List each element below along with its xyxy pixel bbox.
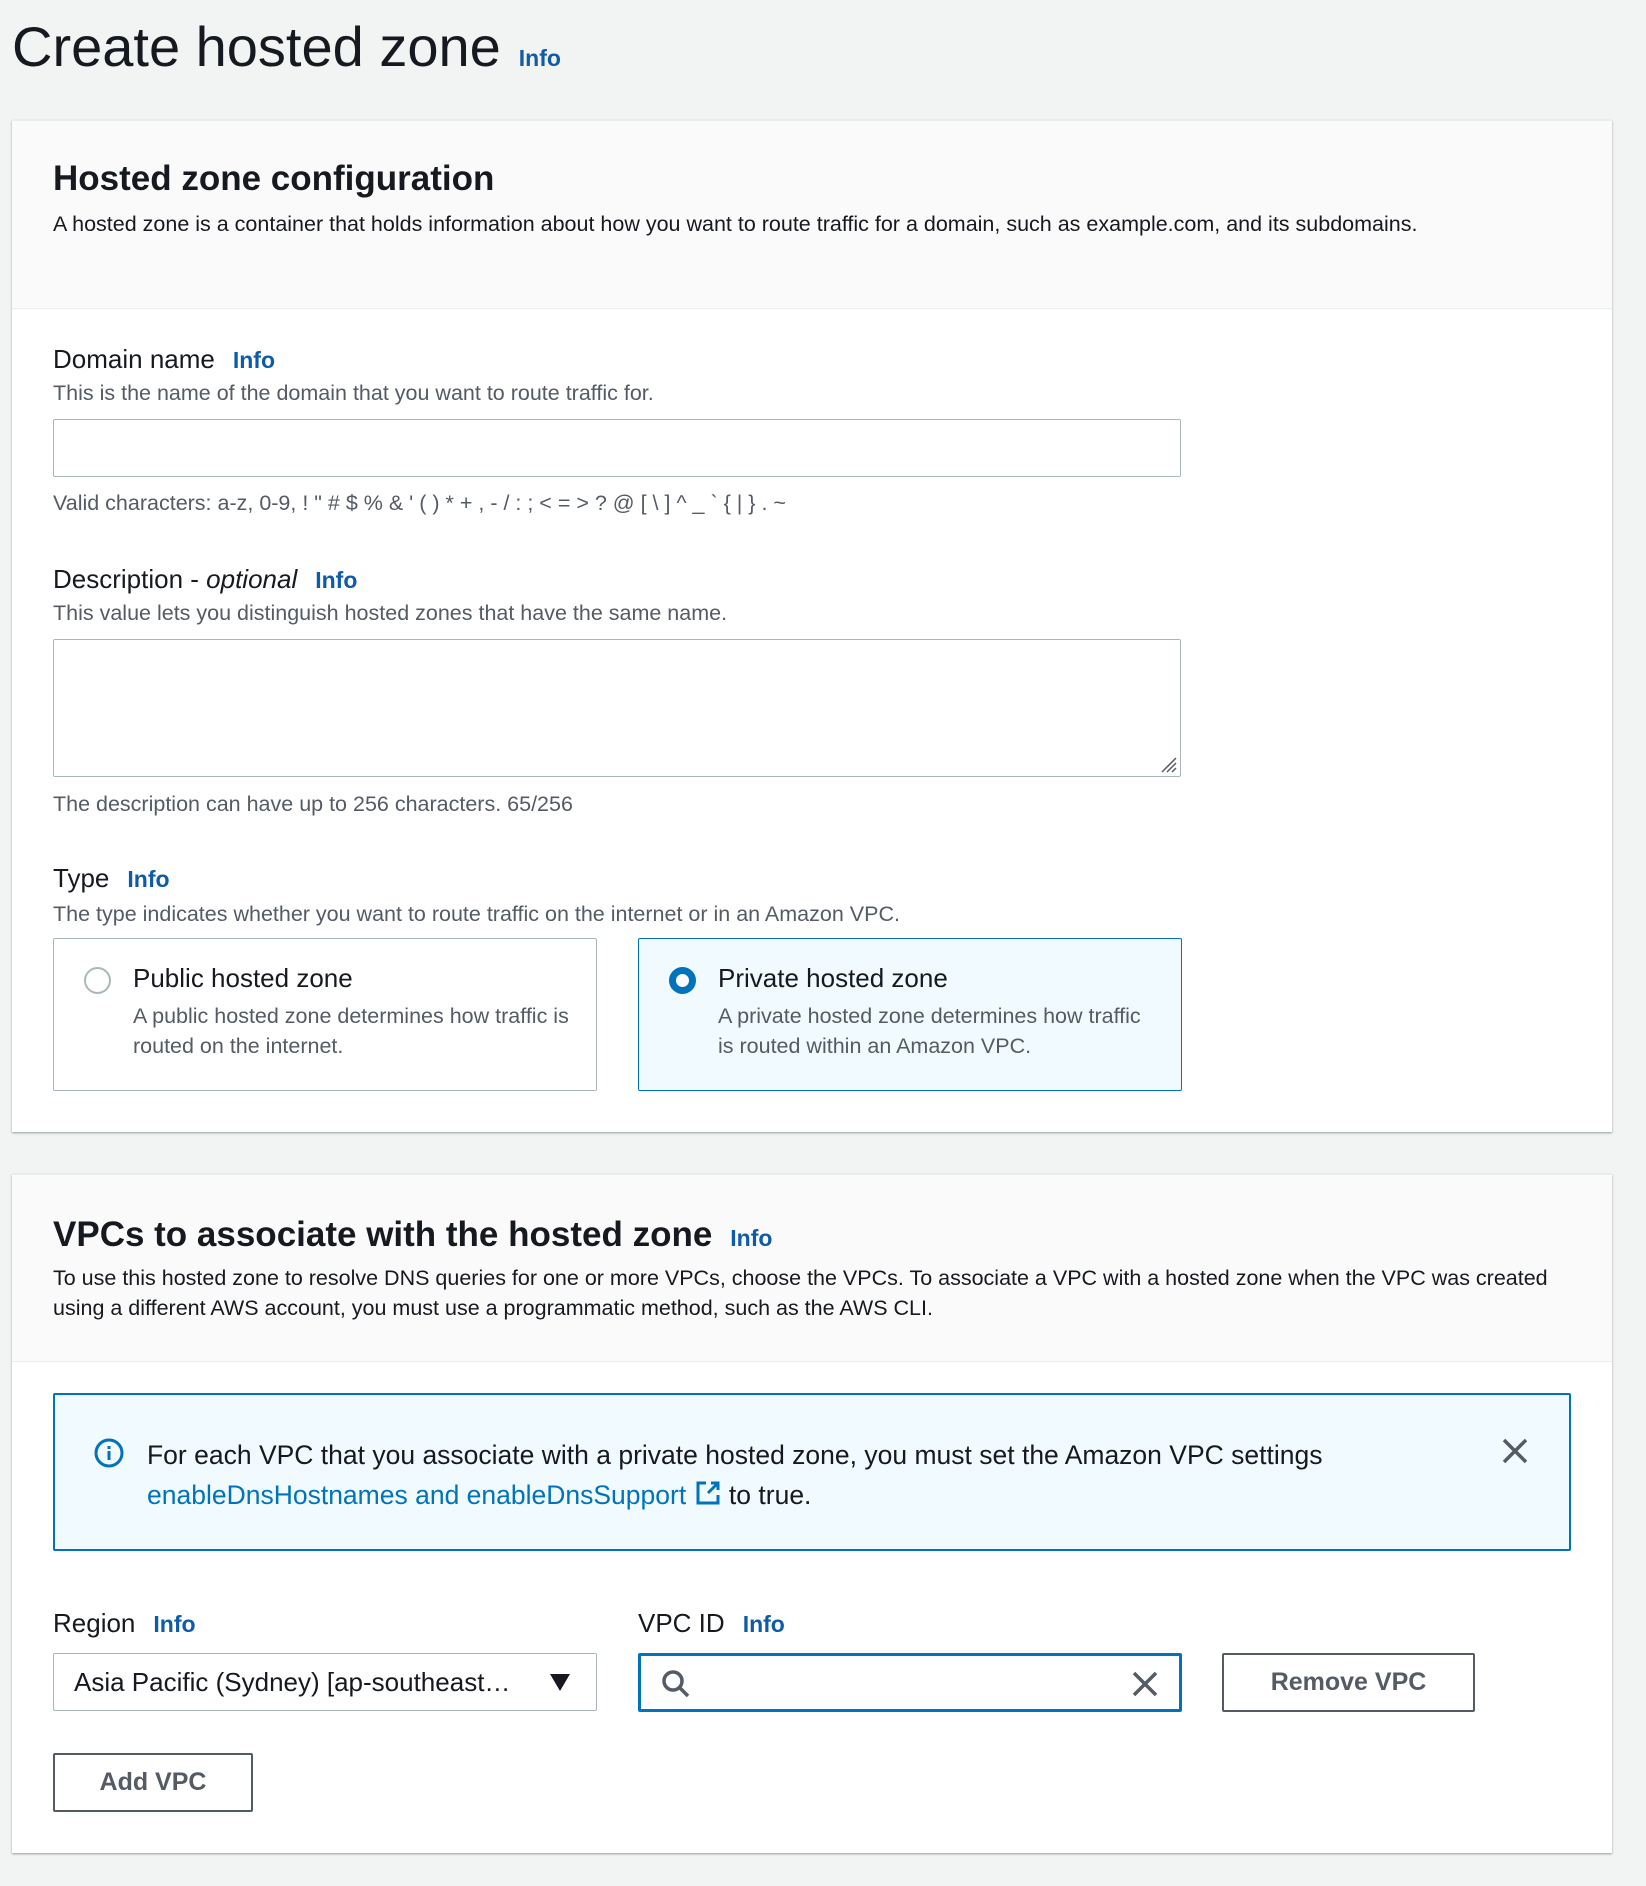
- domain-name-input[interactable]: [53, 419, 1181, 477]
- vpc-id-search-input[interactable]: [638, 1653, 1182, 1712]
- domain-name-label: [53, 344, 275, 375]
- region-info-link[interactable]: Info: [153, 1611, 196, 1637]
- tile-title: Private hosted zone: [718, 963, 948, 993]
- public-hosted-zone-tile[interactable]: [53, 938, 597, 1091]
- private-hosted-zone-tile[interactable]: [638, 938, 1182, 1091]
- panel-header: [12, 1175, 1612, 1362]
- vpcs-info-link[interactable]: Info: [730, 1225, 773, 1251]
- domain-name-constraint: Valid characters: a-z, 0-9, ! " # $ % & ' ( ) * + , - / : ; < = > ? @ [ \ ] ^ _ ` { | } . ~: [53, 491, 786, 515]
- remove-vpc-button[interactable]: Remove VPC: [1222, 1653, 1475, 1712]
- panel-title-row: [53, 1215, 772, 1255]
- type-info-link[interactable]: Info: [127, 866, 170, 892]
- info-circle-icon: [93, 1437, 125, 1469]
- page-title: Create hosted zone: [12, 15, 501, 78]
- private-radio[interactable]: [669, 967, 696, 994]
- resize-handle-icon[interactable]: [1156, 752, 1178, 774]
- panel-description: A hosted zone is a container that holds information about how you want to route traffic for a domain, such as example.com, and its subdomains.: [53, 212, 1418, 236]
- info-alert: [53, 1393, 1571, 1551]
- description-help: This value lets you distinguish hosted zones that have the same name.: [53, 601, 728, 625]
- tile-title: Public hosted zone: [133, 963, 353, 993]
- description-label-text: Description -: [53, 564, 207, 594]
- search-icon: [661, 1669, 691, 1699]
- page-header: [12, 14, 561, 79]
- description-textarea[interactable]: [53, 639, 1181, 777]
- description-constraint: The description can have up to 256 characters. 65/256: [53, 792, 573, 816]
- clear-icon[interactable]: [1131, 1670, 1159, 1698]
- alert-text: [147, 1435, 1447, 1515]
- region-label-text: Region: [53, 1608, 136, 1638]
- panel-title: VPCs to associate with the hosted zone: [53, 1215, 713, 1254]
- description-info-link[interactable]: Info: [315, 567, 358, 593]
- optional-text: optional: [206, 564, 298, 594]
- alert-suffix: to true.: [721, 1480, 812, 1510]
- page-info-link[interactable]: Info: [518, 45, 561, 71]
- vpc-id-label: [638, 1608, 785, 1639]
- panel-title: Hosted zone configuration: [53, 159, 495, 198]
- type-help: The type indicates whether you want to route traffic on the internet or in an Amazon VPC.: [53, 902, 900, 926]
- external-link-icon[interactable]: [694, 1479, 722, 1507]
- domain-info-link[interactable]: Info: [232, 347, 276, 373]
- region-select[interactable]: [53, 1653, 597, 1711]
- domain-name-label-text: Domain name: [53, 344, 215, 374]
- tile-description: A private hosted zone determines how traffic is routed within an Amazon VPC.: [718, 1004, 1141, 1058]
- description-label: [53, 564, 357, 595]
- vpc-id-label-text: VPC ID: [638, 1608, 725, 1638]
- alert-message: For each VPC that you associate with a private hosted zone, you must set the Amazon VPC settings: [147, 1440, 1323, 1470]
- caret-down-icon: [550, 1674, 570, 1692]
- type-label-text: Type: [53, 863, 110, 893]
- region-label: [53, 1608, 196, 1639]
- type-label: [53, 863, 170, 894]
- vpc-id-info-link[interactable]: Info: [742, 1611, 785, 1637]
- region-value: Asia Pacific (Sydney) [ap-southeast…: [74, 1666, 511, 1697]
- enable-dns-link[interactable]: enableDnsHostnames and enableDnsSupport: [147, 1480, 687, 1510]
- add-vpc-button[interactable]: Add VPC: [53, 1753, 253, 1812]
- tile-description: A public hosted zone determines how traffic is routed on the internet.: [133, 1004, 569, 1058]
- public-radio[interactable]: [84, 967, 111, 994]
- panel-description: To use this hosted zone to resolve DNS queries for one or more VPCs, choose the VPCs. To associate a VPC with a hosted zone when the VPC was created using a different AWS account, you must use a programmatic method, such as the AWS CLI.: [53, 1266, 1548, 1320]
- domain-name-help: This is the name of the domain that you want to route traffic for.: [53, 381, 654, 405]
- panel-header: [12, 121, 1612, 309]
- close-icon[interactable]: [1501, 1437, 1529, 1465]
